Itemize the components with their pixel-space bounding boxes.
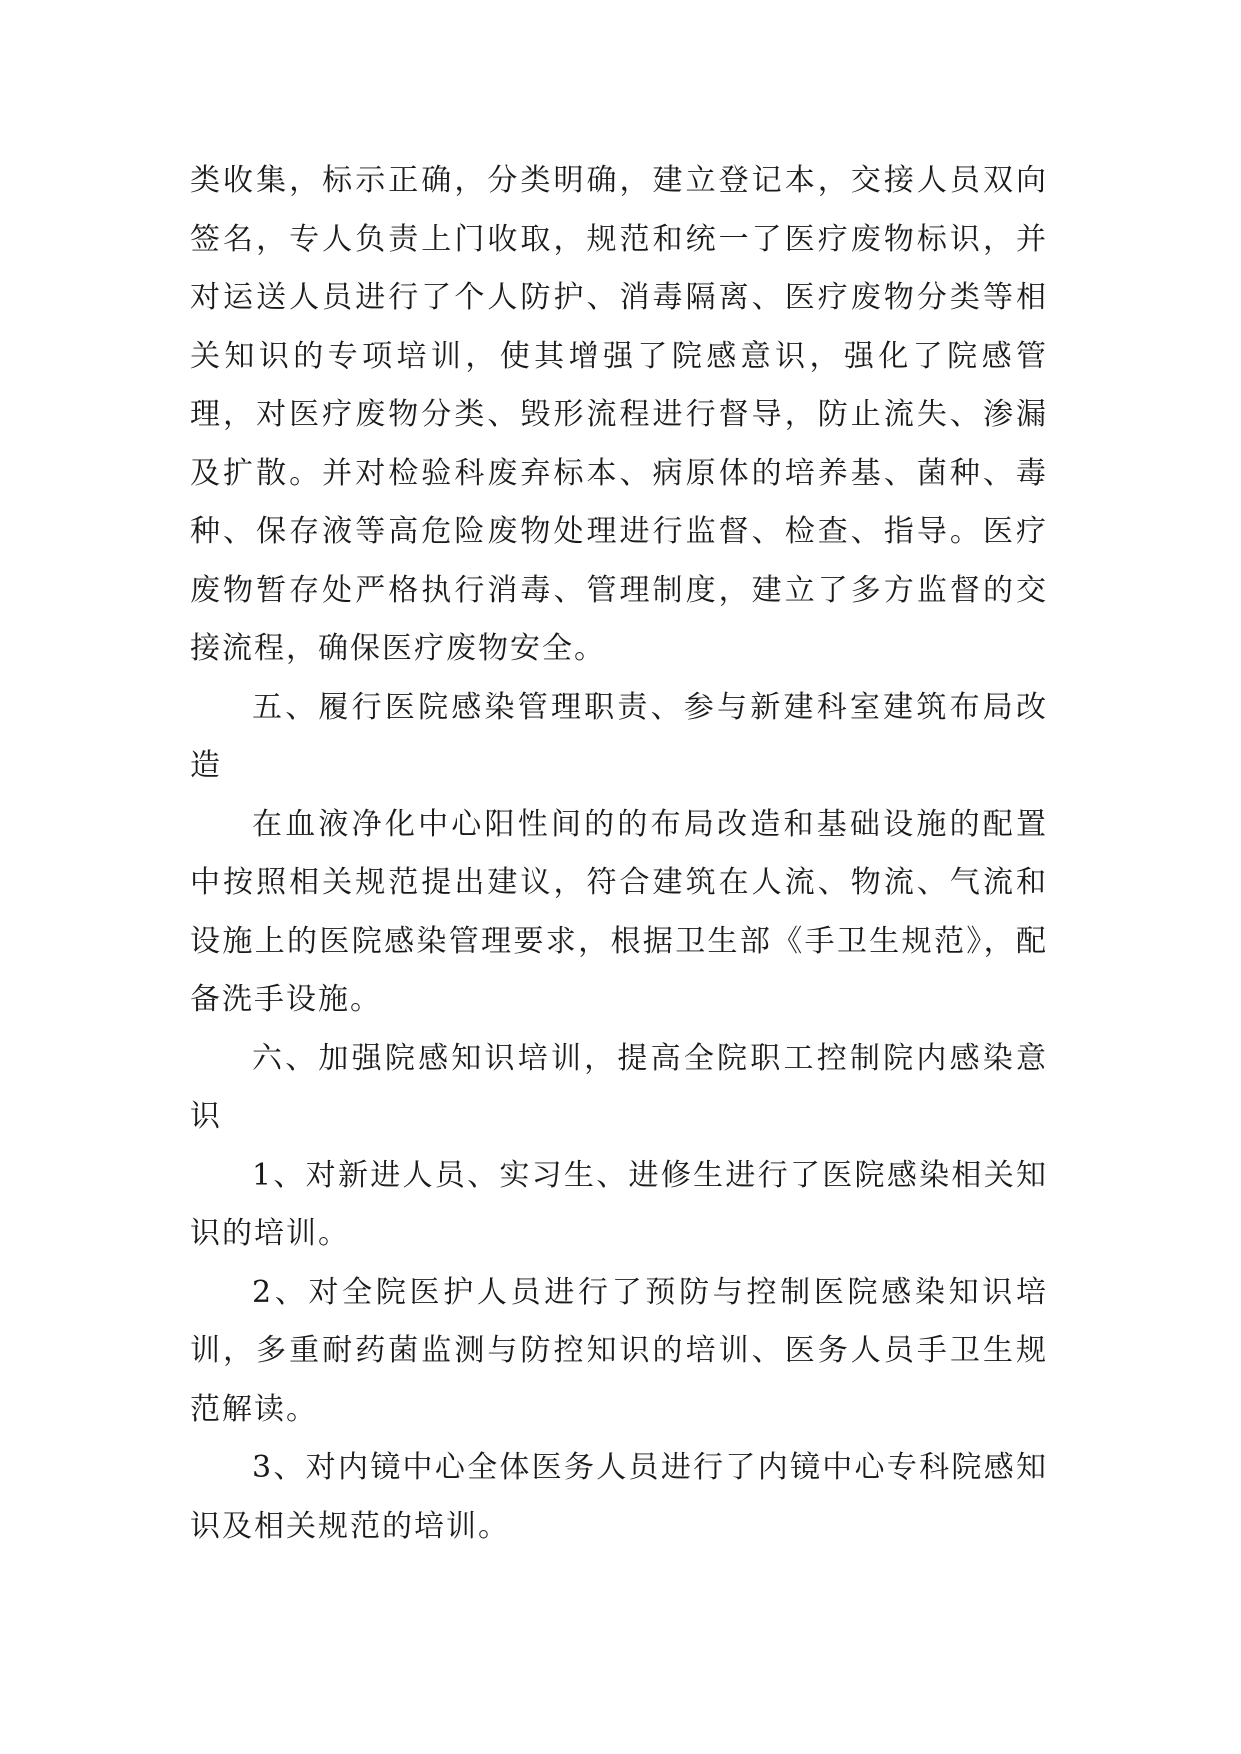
section-heading-five: 五、履行医院感染管理职责、参与新建科室建筑布局改造 [190,689,1048,783]
paragraph-waste-management: 类收集，标示正确，分类明确，建立登记本，交接人员双向签名，专人负责上门收取，规范和统一了医疗废物标识，并对运送人员进行了个人防护、消毒隔离、医疗废物分类等相关知识的专项培训，使其增强了院感意识，强化了院感管理，对医疗废物分类、毁形流程进行督导，防止流失、渗漏及扩散。并对检验科废弃标本、病原体的培养基、菌种、毒种、保存液等高危险废物处理进行监督、检查、指导。医疗废物暂存处严格执行消毒、管理制度，建立了多方监督的交接流程，确保医疗废物安全。 [190,163,1048,666]
section-heading-six: 六、加强院感知识培训，提高全院职工控制院内感染意识 [190,1040,1048,1134]
list-item-training-2: 2、对全院医护人员进行了预防与控制医院感染知识培训，多重耐药菌监测与防控知识的培训、医务人员手卫生规范解读。 [190,1274,1048,1427]
list-item-training-3: 3、对内镜中心全体医务人员进行了内镜中心专科院感知识及相关规范的培训。 [190,1450,1048,1544]
list-item-training-1: 1、对新进人员、实习生、进修生进行了医院感染相关知识的培训。 [190,1157,1048,1251]
paragraph-renovation: 在血液净化中心阳性间的的布局改造和基础设施的配置中按照相关规范提出建议，符合建筑在人流、物流、气流和设施上的医院感染管理要求，根据卫生部《手卫生规范》，配备洗手设施。 [190,806,1048,1017]
document-body [190,152,1048,1556]
